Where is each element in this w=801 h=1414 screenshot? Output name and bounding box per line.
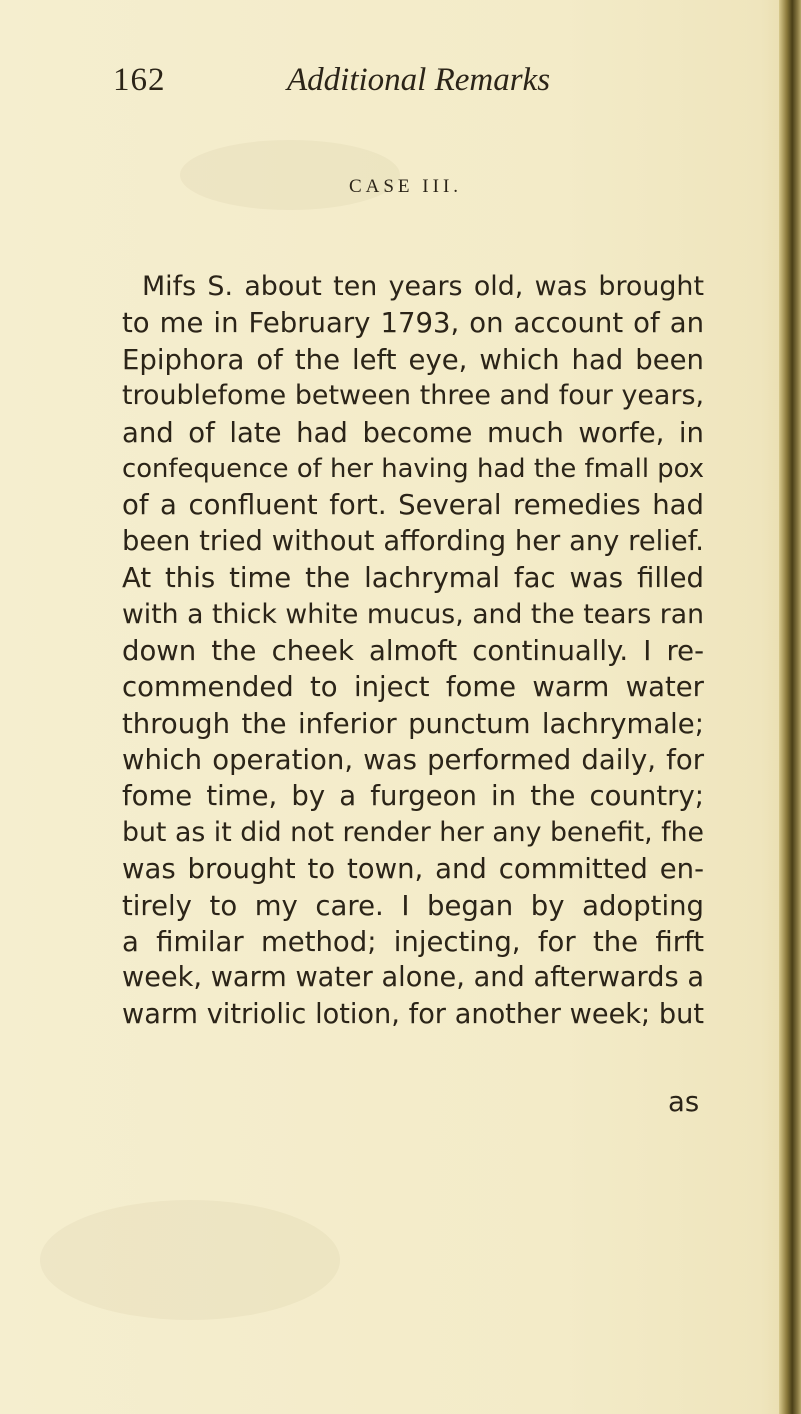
text-line: At this time the lachrymal fac was filled	[122, 562, 704, 595]
page-edge-shadow	[779, 0, 801, 1414]
catchword: as	[668, 1086, 700, 1118]
text-line: tirely to my care. I began by adopting	[122, 889, 704, 922]
text-line: and of late had become much worfe, in	[122, 416, 704, 449]
text-line: Epiphora of the left eye, which had been	[122, 343, 704, 376]
text-line: to me in February 1793, on account of an	[122, 307, 704, 340]
page-stain	[40, 1200, 340, 1320]
text-line: been tried without affording her any relief.	[122, 525, 704, 557]
text-line: with a thick white mucus, and the tears ran	[122, 598, 704, 630]
text-line: which operation, was performed daily, for	[122, 744, 704, 777]
text-line: down the cheek almoft continually. I re-	[122, 634, 704, 667]
page-number: 162	[113, 62, 166, 98]
case-heading: CASE III.	[348, 176, 463, 197]
text-line: Mifs S. about ten years old, was brought	[142, 271, 704, 302]
text-line: week, warm water alone, and afterwards a	[122, 962, 704, 994]
page-stain	[180, 140, 400, 210]
text-line: of a confluent fort. Several remedies had	[122, 489, 704, 522]
text-line: confequence of her having had the fmall pox	[122, 453, 704, 484]
text-line: was brought to town, and committed en-	[122, 853, 704, 886]
text-line: but as it did not render her any benefit, fhe	[122, 816, 704, 848]
text-line: through the inferior punctum lachrymale;	[122, 707, 704, 740]
text-line: a fimilar method; injecting, for the firft	[122, 926, 704, 959]
text-line: commended to inject fome warm water	[122, 671, 704, 704]
text-line: troublefome between three and four years,	[122, 380, 704, 412]
page-header	[0, 62, 801, 102]
body-text	[122, 269, 704, 1033]
running-head: Additional Remarks	[287, 62, 551, 98]
text-line: fome time, by a furgeon in the country;	[122, 780, 704, 813]
text-line: warm vitriolic lotion, for another week; but	[122, 998, 704, 1030]
